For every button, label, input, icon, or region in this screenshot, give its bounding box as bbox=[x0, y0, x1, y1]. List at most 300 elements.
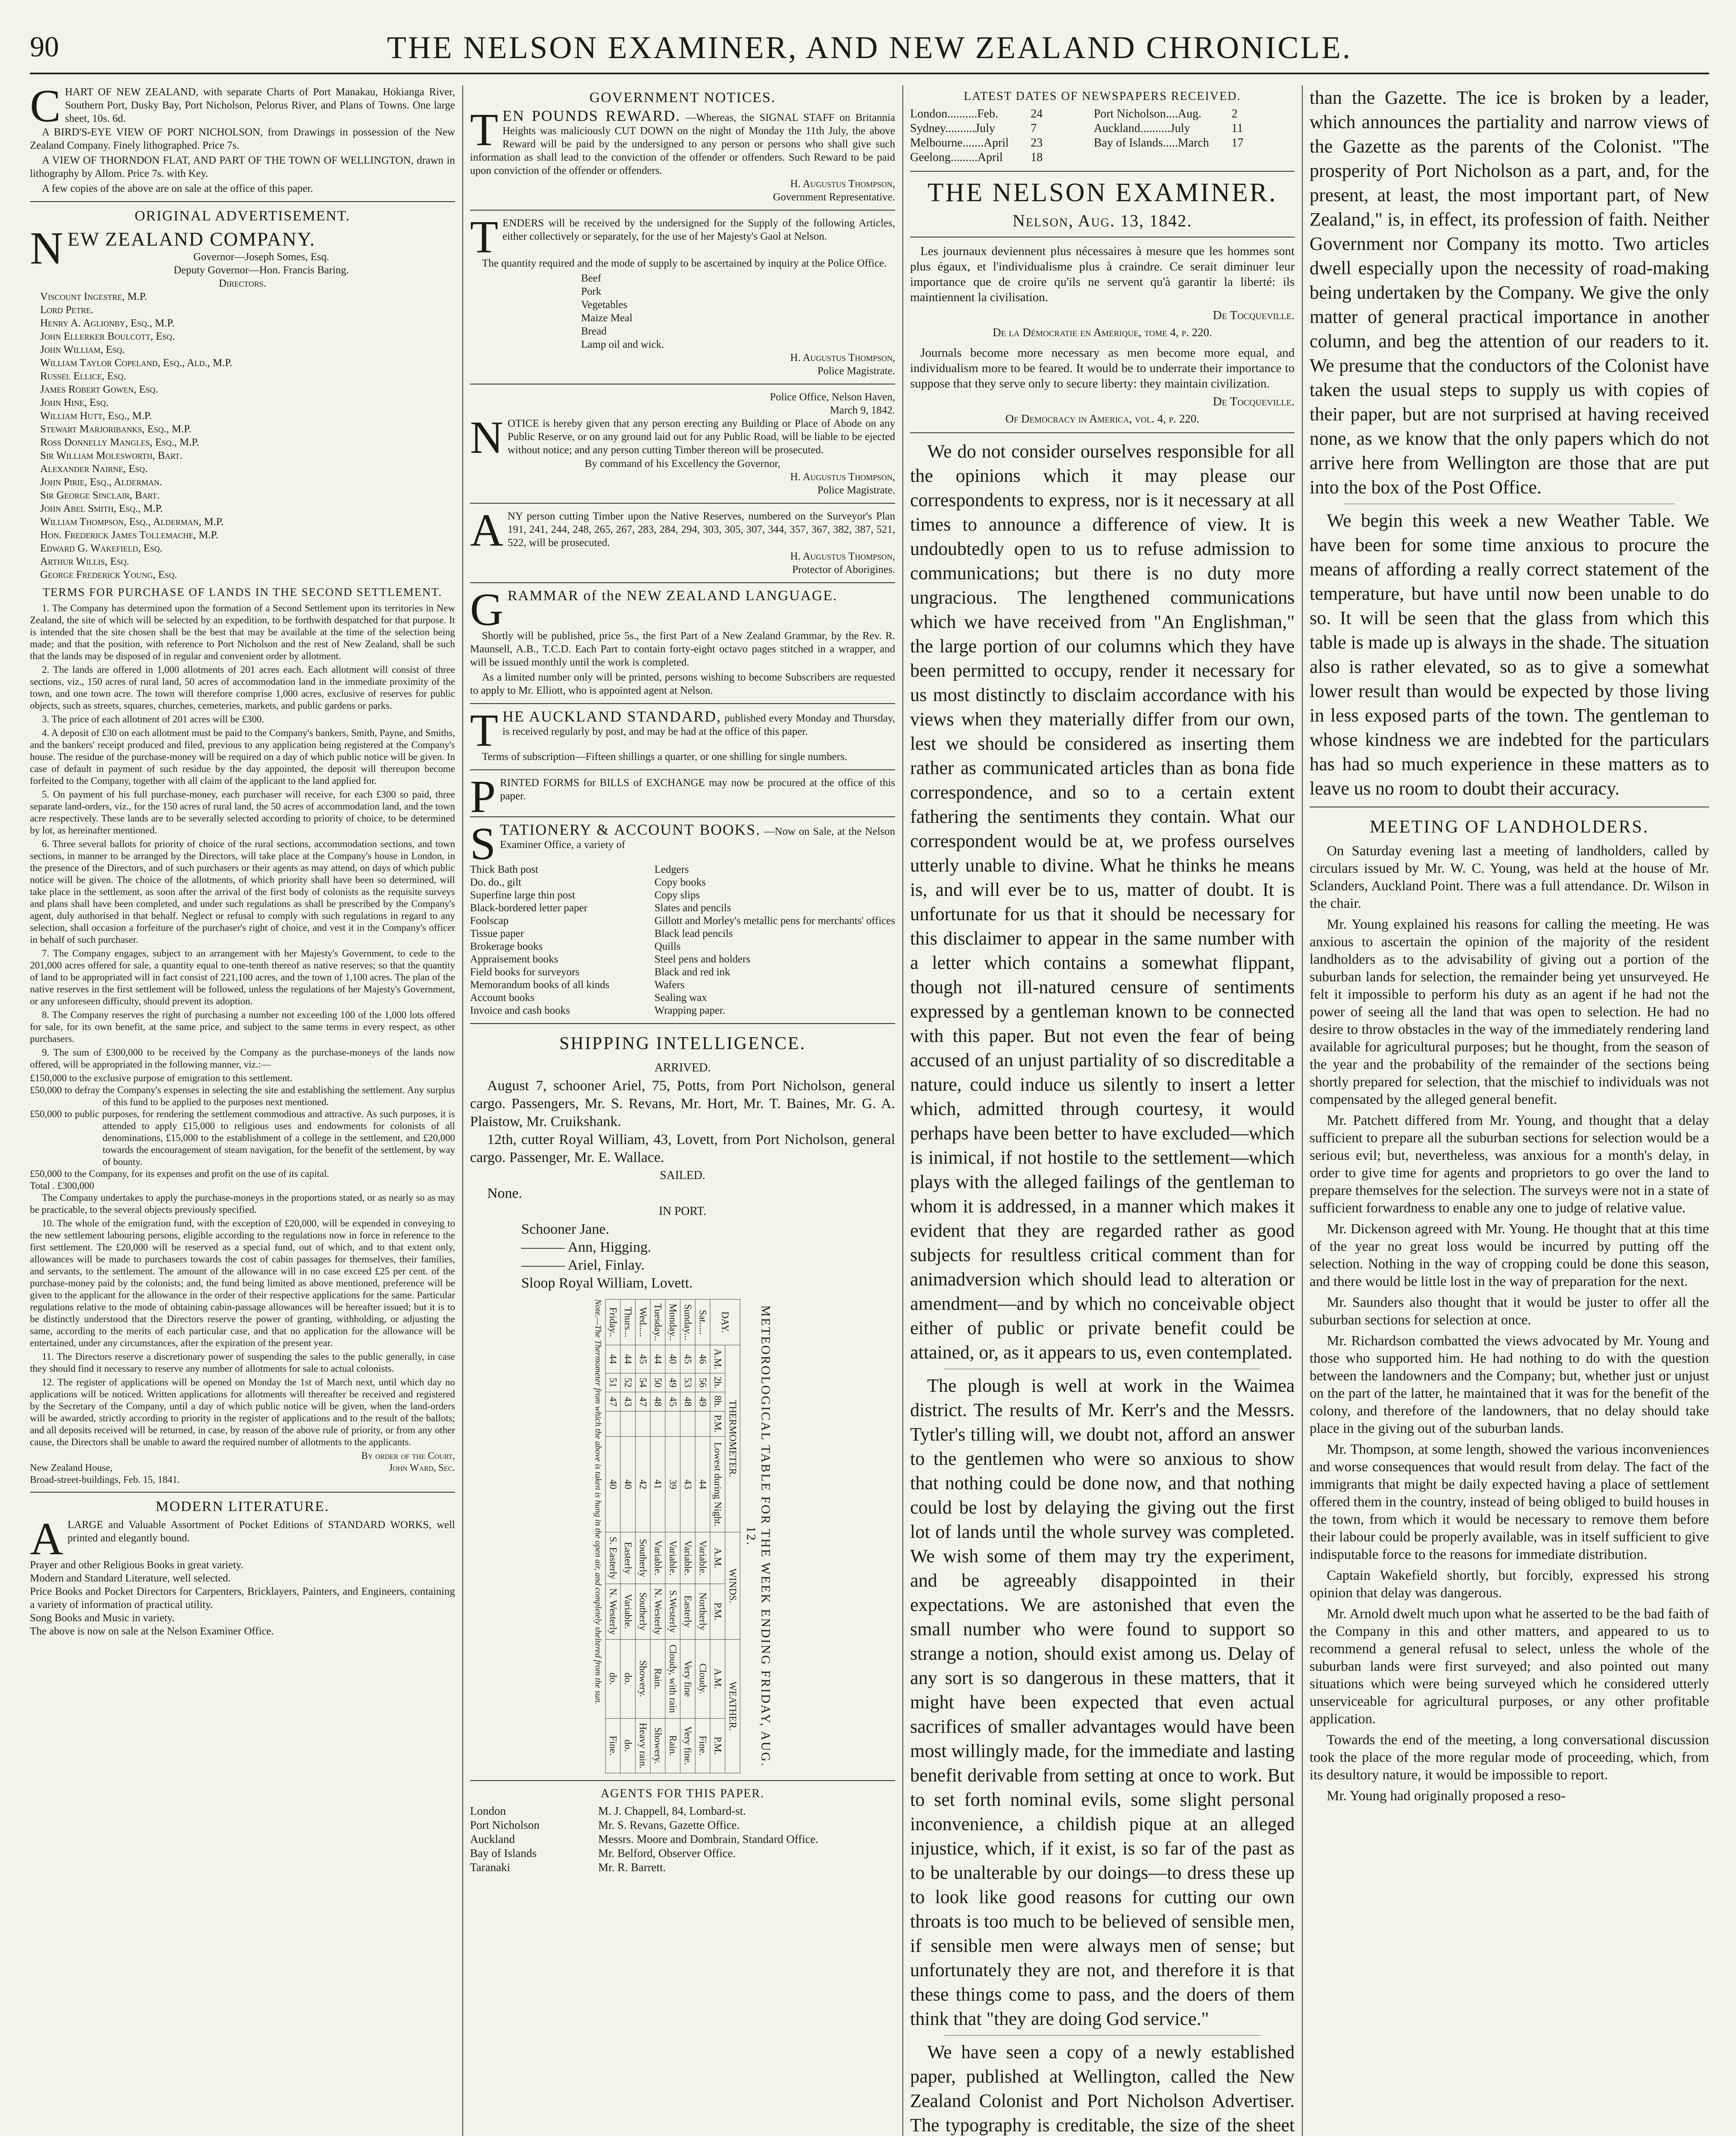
met-cell: Variable. bbox=[620, 1584, 635, 1639]
fund-amount: £50,000 bbox=[30, 1109, 65, 1119]
editorial bbox=[910, 439, 1295, 2136]
reward-text: —Whereas, the SIGNAL STAFF on Britannia Heights was maliciously CUT DOWN on the night of Monday the 11th July, the above Reward will be paid by the undersigned to any person or persons who shall give such information as shall lead to the conviction of the offender or offenders. Such Reward to be paid upon conviction of the offender or offenders. bbox=[470, 112, 896, 176]
modern-lit-line: Modern and Standard Literature, well selected. bbox=[30, 1573, 231, 1584]
director-name: George Frederick Young, Esq. bbox=[40, 569, 177, 581]
stationery-item: Appraisement books bbox=[470, 954, 558, 965]
met-cell: Rain. bbox=[650, 1639, 665, 1718]
terms-paragraph: 8. The Company reserves the right of purchasing a number not exceeding 100 of the 1,000 lots offered for sale, for its own benefit, at the same price, and subject to the same terms in every respect, as other purchasers. bbox=[30, 1009, 455, 1044]
column-rule bbox=[462, 85, 463, 2136]
agent-place: Auckland bbox=[470, 1833, 515, 1846]
government-notices-heading: GOVERNMENT NOTICES. bbox=[589, 90, 776, 106]
fund-item bbox=[30, 1072, 455, 1084]
met-cell: do. bbox=[620, 1718, 635, 1773]
house: New Zealand House, bbox=[30, 1462, 113, 1473]
director-name: Henry A. Aglionby, Esq., M.P. bbox=[40, 317, 175, 329]
director-name: John Hine, Esq. bbox=[40, 397, 109, 408]
director-name: William Thompson, Esq., Alderman, M.P. bbox=[40, 516, 224, 528]
tender-item: Beef bbox=[581, 273, 602, 284]
grammar-text: As a limited number only will be printed, persons wishing to become Subscribers are requested to apply to Mr. Elliott, who is appointed agent at Nelson. bbox=[470, 672, 895, 696]
met-head-thermometer: THERMOMETER. bbox=[725, 1345, 740, 1532]
met-cell: 51 bbox=[605, 1373, 620, 1392]
director-name: Viscount Ingestre, M.P. bbox=[40, 291, 147, 302]
fund-amount: £50,000 bbox=[30, 1085, 65, 1095]
notice-command: By command of his Excellency the Governor, bbox=[585, 458, 781, 469]
date-cell: 18 bbox=[1031, 151, 1043, 164]
meeting-paragraph: Mr. Dickenson agreed with Mr. Young. He thought that at this time of the year no great loss would be incurred by putting off the selection. Nothing in the way of cropping could be done this season, and there would be little lost in the way of preparation for the next. bbox=[1310, 1221, 1709, 1289]
divider bbox=[30, 201, 455, 202]
date-cell: 2 bbox=[1231, 107, 1238, 120]
meeting-paragraph: Mr. Patchett differed from Mr. Young, and thought that a delay sufficient to prepare all the suburban sections for selection would be a serious evil; but, nevertheless, was anxious for a month's delay, in order to give time for agents and proprietors to go over the land to prepare themselves for the selection. The surveys were not in a state of sufficient forwardness to enable any one to judge of relative value. bbox=[1310, 1113, 1709, 1216]
date-cell: London..........Feb. bbox=[910, 107, 999, 120]
meeting-paragraph: On Saturday evening last a meeting of landholders, called by circulars issued by Mr. W. C. Young, was held at the house of Mr. Sclanders, Auckland Point. There was a full attendance. Dr. Wilson in the chair. bbox=[1310, 843, 1709, 911]
stationery-item: Account books bbox=[470, 992, 535, 1003]
timber-title: NY person cutting Timber upon the Native Reserves, numbered on the Surveyor's Plan 191, 241, 244, 248, 265, 267, 283, 284, 294, 303, 305, 307, 344, 357, 367, 382, 387, 521, 522, will be prosecuted. bbox=[508, 511, 895, 549]
arrival: 12th, cutter Royal William, 43, Lovett, from Port Nicholson, general cargo. Passenger, Mr. E. Wallace. bbox=[470, 1132, 895, 1165]
agent-place: Taranaki bbox=[470, 1861, 511, 1874]
divider bbox=[944, 2035, 1260, 2036]
tender-item: Bread bbox=[581, 326, 607, 337]
auckland-text: published every Monday and Thursday, is received regularly by post, and may be had at the office of this paper. bbox=[502, 713, 895, 737]
stationery-item: Sealing wax bbox=[654, 992, 707, 1003]
by-order: By order of the Court, bbox=[361, 1450, 455, 1461]
met-cell: 42 bbox=[635, 1436, 650, 1532]
drop-cap-n: N bbox=[470, 412, 503, 463]
met-cell bbox=[650, 1411, 665, 1436]
met-cell bbox=[605, 1411, 620, 1436]
timber-notice bbox=[470, 505, 895, 576]
epigraph bbox=[910, 244, 1295, 426]
met-cell: Showery. bbox=[650, 1718, 665, 1773]
drop-cap-s: S bbox=[470, 819, 496, 869]
date-cell bbox=[1094, 150, 1231, 165]
quote-english: Journals become more necessary as men become more equal, and individualism more to be feared. It would be to underrate their importance to suppose that they serve only to secure liberty: they maintain civilization. bbox=[910, 346, 1295, 390]
tender-item: Lamp oil and wick. bbox=[581, 339, 664, 350]
quote-source: Of Democracy in America, vol. 4, p. 220. bbox=[1005, 412, 1199, 425]
met-col: P.M. bbox=[710, 1718, 725, 1773]
director-name: Ross Donnelly Mangles, Esq., M.P. bbox=[40, 437, 200, 448]
stationery-item: Quills bbox=[654, 941, 681, 952]
fund-item bbox=[30, 1168, 455, 1180]
stationery-item: Black and red ink bbox=[654, 966, 730, 978]
terms-paragraph: The Company undertakes to apply the purchase-moneys in the proportions stated, or as nearly so as may be practicable, to the several objects previously specified. bbox=[30, 1192, 455, 1215]
drop-cap-t: T bbox=[470, 705, 498, 756]
date-cell: Bay of Islands.....March bbox=[1093, 136, 1209, 150]
director-name: John William, Esq. bbox=[40, 344, 125, 355]
grammar-ad bbox=[470, 584, 895, 697]
met-cell bbox=[665, 1411, 680, 1436]
met-cell: 56 bbox=[695, 1373, 710, 1392]
fund-item bbox=[30, 1108, 455, 1168]
met-cell: Monday.. bbox=[665, 1300, 680, 1345]
stationery-item: Do. do., gilt bbox=[470, 877, 522, 888]
directors-label: Directors. bbox=[219, 278, 266, 289]
stationery-item: Black lead pencils bbox=[654, 928, 733, 939]
divider bbox=[470, 210, 895, 211]
tenders-items bbox=[470, 272, 895, 351]
agent-place: London bbox=[470, 1804, 506, 1817]
director-name: John Pirie, Esq., Alderman. bbox=[40, 476, 162, 488]
terms-paragraph: 7. The Company engages, subject to an arrangement with her Majesty's Government, to cede to the 201,000 acres offered for sale, a quantity equal to one-tenth thereof as native reserves; so that the quantity of land to be appropriated will in fact consist of 221,100 acres, and the town of 1,100 acres. The plan of the native reserves in the first settlement will be followed, unless the regulations of her Majesty's Government, or any unforeseen difficulty, should prevent its adoption. bbox=[30, 948, 455, 1006]
met-cell bbox=[635, 1411, 650, 1436]
stationery-item: Wafers bbox=[654, 979, 684, 991]
met-cell: 54 bbox=[635, 1373, 650, 1392]
signature-line bbox=[30, 1462, 455, 1474]
stationery-item: Tissue paper bbox=[470, 928, 524, 939]
met-cell: Variable. bbox=[650, 1532, 665, 1584]
printed-forms-ad bbox=[470, 772, 895, 822]
date-cell: 23 bbox=[1031, 136, 1043, 150]
editorial-paragraph: We do not consider ourselves responsible for all the opinions which it may please our correspondents to express, nor is it necessary at all times to announce a difference of view. It is undoubtedly open to us to refuse admission to communications; but there is no duty more ungracious. The lengthened communications which we have received from "An Englishman," the large portion of our columns which they have been permitted to occupy, render it necessary for us most distinctly to disclaim accordance with his views when they materially differ from our own, lest we should be considered as inserting them rather as communicated articles than as bona fide correspondence, and so to a certain extent fathering the sentiments they contain. What our correspondent would be at, we profess ourselves utterly unable to divine. What he thinks he means is, and will ever be to us, matter of doubt. It is unfortunate for us that it should be necessary for this disclaimer to appear in the same number with a letter which contains a somewhat flippant, though not ill-natured censure of sentiments expressed by a gentleman known to be connected with this paper. But not even the fear of being accused of an unjust partiality of so discreditable a nature, could induce us silently to insert a letter which, admitted through courtesy, it would perhaps have been better to have excluded—which is inimical, if not hostile to the settlement—which plays with the alleged failings of the gentleman to whom it is addressed, in a manner which makes it evident that they are regarded rather as good subjects for resultless critical comment than for animadversion which should lead to alteration or amendment—and by which no conceivable object either of public or private benefit could be attained, or, as it appears to us, even contemplated. bbox=[910, 441, 1295, 1363]
modern-lit-heading: MODERN LITERATURE. bbox=[156, 1499, 329, 1514]
date-cell: 11 bbox=[1231, 122, 1243, 135]
stationery-item: Ledgers bbox=[654, 864, 689, 875]
tender-item: Pork bbox=[581, 286, 602, 297]
met-cell: Heavy rain. bbox=[635, 1718, 650, 1773]
met-row bbox=[665, 1300, 680, 1773]
divider bbox=[30, 1492, 455, 1493]
meteorological-table bbox=[593, 1299, 773, 1773]
met-cell: Southerly bbox=[635, 1532, 650, 1584]
met-col: P.M. bbox=[710, 1584, 725, 1639]
modern-lit-line: Song Books and Music in variety. bbox=[30, 1612, 175, 1624]
met-cell: Sunday... bbox=[680, 1300, 695, 1345]
reward-title: EN POUNDS REWARD. bbox=[502, 107, 681, 124]
police-date: March 9, 1842. bbox=[830, 405, 895, 416]
deputy-governor: Deputy Governor—Hon. Francis Baring. bbox=[173, 264, 349, 276]
met-cell: 44 bbox=[620, 1345, 635, 1373]
reward-notice bbox=[470, 105, 896, 204]
met-cell: 45 bbox=[665, 1392, 680, 1411]
met-row bbox=[620, 1300, 635, 1773]
met-cell: 46 bbox=[695, 1345, 710, 1373]
secretary: John Ward, Sec. bbox=[389, 1462, 455, 1473]
column-rule bbox=[1302, 85, 1303, 2136]
date-cell: 17 bbox=[1231, 136, 1244, 150]
stationery-item: Brokerage books bbox=[470, 941, 543, 952]
met-cell: 44 bbox=[650, 1345, 665, 1373]
shipping-heading: SHIPPING INTELLIGENCE. bbox=[559, 1034, 806, 1053]
tenders-text: The quantity required and the mode of supply to be ascertained by inquiry at the Police Office. bbox=[482, 258, 887, 269]
met-col: A.M. bbox=[710, 1639, 725, 1718]
terms-paragraph: 2. The lands are offered in 1,000 allotments of 201 acres each. Each allotment will consist of three sections, viz., 150 acres of rural land, 50 acres of accommodation land in the immediate proximity of the town, and one town acre. The town will therefore comprise 1,000 acres, exclusive of reserves for public objects, such as streets, squares, churches, cemeteries, markets, and public gardens or parks. bbox=[30, 664, 455, 711]
chart-advertisement bbox=[30, 81, 455, 195]
director-name: Stewart Marjoribanks, Esq., M.P. bbox=[40, 423, 191, 435]
modern-lit-line: The above is now on sale at the Nelson Examiner Office. bbox=[30, 1625, 274, 1637]
met-cell: Friday.. bbox=[605, 1300, 620, 1345]
met-cell: 48 bbox=[680, 1392, 695, 1411]
terms-list bbox=[30, 602, 455, 1071]
stationery-text: —Now on Sale, at the Nelson Examiner Office, a variety of bbox=[500, 826, 896, 851]
meeting-paragraph: Mr. Arnold dwelt much upon what he asserted to be the bad faith of the Company in this and other matters, and appeared to us to recommend a general refusal to select, unless the whole of the suburban lands were first surveyed; and also pointed out many situations which were being surveyed which he considered utterly unserviceable for agricultural purposes, or any other profitable application. bbox=[1310, 1606, 1709, 1727]
met-col: P.M. bbox=[710, 1411, 725, 1436]
met-cell: Easterly bbox=[620, 1532, 635, 1584]
drop-cap-n: N bbox=[30, 223, 63, 274]
date-cell: Sydney..........July bbox=[910, 122, 995, 135]
meeting-paragraph: Towards the end of the meeting, a long conversational discussion took the place of the more regular mode of proceeding, which, from its desultory nature, it would be impossible to report. bbox=[1310, 1732, 1709, 1783]
met-row bbox=[635, 1300, 650, 1773]
page-number: 90 bbox=[30, 30, 59, 63]
terms-heading: TERMS FOR PURCHASE OF LANDS IN THE SECOND SETTLEMENT. bbox=[42, 586, 443, 599]
meeting-report bbox=[1310, 842, 1709, 1805]
in-port-label: IN PORT. bbox=[658, 1205, 707, 1218]
fund-item bbox=[30, 1084, 455, 1108]
director-name: Russel Ellice, Esq. bbox=[40, 370, 126, 382]
printed-forms-title: RINTED FORMS for BILLS of EXCHANGE may now be procured at the office of this paper. bbox=[500, 777, 895, 802]
divider bbox=[910, 237, 1295, 238]
auckland-text: Terms of subscription—Fifteen shillings a quarter, or one shilling for single numbers. bbox=[482, 751, 847, 763]
auckland-title: HE AUCKLAND STANDARD, bbox=[502, 708, 722, 725]
editorial-paragraph: We have seen a copy of a newly established paper, published at Wellington, called the New Zealand Colonist and Port Nicholson Advertiser. The typography is creditable, the size of the sheet bbox=[910, 2042, 1295, 2136]
quote-source: De la Démocratie en Amerique, tome 4, p. 220. bbox=[993, 326, 1212, 339]
chart-ad-text: HART OF NEW ZEALAND, with separate Charts of Port Manakau, Hokianga River, Southern Port, Dusky Bay, Port Nicholson, Pelorus River, and Plans of Towns. One large sheet, 10s. 6d. bbox=[65, 86, 455, 124]
notice-title: OTICE is hereby given that any person erecting any Building or Place of Abode on any Public Reserve, or on any ground laid out for any Public Road, will be liable to be ejected without notice; and any person cutting Timber thereon will be prosecuted. bbox=[508, 418, 895, 456]
met-cell: 49 bbox=[665, 1373, 680, 1392]
tender-item: Maize Meal bbox=[581, 312, 633, 324]
date-cell: Auckland..........July bbox=[1093, 122, 1190, 135]
date-line: Broad-street-buildings, Feb. 15, 1841. bbox=[30, 1474, 180, 1485]
drop-cap-t: T bbox=[470, 105, 498, 156]
chart-ad-text: A few copies of the above are on sale at the office of this paper. bbox=[42, 183, 313, 194]
divider bbox=[470, 1780, 895, 1781]
met-head-winds: WINDS. bbox=[725, 1532, 740, 1639]
signature: H. Augustus Thompson, bbox=[790, 352, 895, 364]
met-cell: Variable. bbox=[695, 1532, 710, 1584]
latest-dates-heading: LATEST DATES OF NEWSPAPERS RECEIVED. bbox=[963, 90, 1241, 103]
governor: Governor—Joseph Somes, Esq. bbox=[193, 251, 329, 263]
modern-lit-ad bbox=[30, 1514, 455, 1564]
newspaper-title: THE NELSON EXAMINER, AND NEW ZEALAND CHRONICLE. bbox=[387, 30, 1352, 65]
met-cell: 53 bbox=[680, 1373, 695, 1392]
divider bbox=[910, 432, 1295, 433]
stationery-left bbox=[470, 863, 649, 1017]
fund-text: to the Company, for its expenses and profit on the use of its capital. bbox=[64, 1168, 329, 1179]
met-cell: Variable. bbox=[665, 1532, 680, 1584]
drop-cap-t: T bbox=[470, 212, 498, 263]
director-name: William Hutt, Esq., M.P. bbox=[40, 410, 152, 422]
tender-item: Vegetables bbox=[581, 299, 628, 311]
signature-title: Government Representative. bbox=[773, 191, 895, 203]
met-title: METEOROLOGICAL TABLE FOR THE WEEK ENDING FRIDAY, AUG. 12. bbox=[744, 1305, 773, 1767]
divider bbox=[470, 503, 895, 504]
met-cell: Cloudy, with rain bbox=[665, 1639, 680, 1718]
met-cell: Sat..... bbox=[695, 1300, 710, 1345]
agent-place: Bay of Islands bbox=[470, 1847, 537, 1860]
met-cell: 49 bbox=[695, 1392, 710, 1411]
signature: H. Augustus Thompson, bbox=[790, 471, 895, 483]
stationery-item: Copy slips bbox=[654, 889, 700, 901]
stationery-item: Memorandum books of all kinds bbox=[470, 979, 610, 991]
stationery-ad bbox=[470, 819, 896, 869]
stationery-item: Invoice and cash books bbox=[470, 1005, 570, 1016]
grammar-text: Shortly will be published, price 5s., the first Part of a New Zealand Grammar, by the Rev. R. Maunsell, A.B., T.C.D. Each Part to contain forty-eight octavo pages stitched in a wrapper, and will be issued monthly until the work is completed. bbox=[470, 630, 895, 668]
column-3 bbox=[910, 85, 1295, 2136]
fund-text: to defray the Company's expenses in selecting the site and establishing the settlement. Any surplus of this fund to be applied to the purposes next mentioned. bbox=[65, 1085, 455, 1107]
grammar-title: RAMMAR of the NEW ZEALAND LANGUAGE. bbox=[508, 588, 837, 604]
met-note: Note.—The Thermometer from which the above is taken is hung in the open air, and completely sheltered from the sun. bbox=[593, 1299, 602, 1705]
drop-cap-g: G bbox=[470, 584, 503, 635]
met-cell: 40 bbox=[605, 1436, 620, 1532]
met-cell: Very fine bbox=[680, 1639, 695, 1718]
meeting-paragraph: Mr. Thompson, at some length, showed the various inconveniences and worse consequences that would result from delay. The fact of the immigrants that might be daily expected having a place of settlement offered them in the country, instead of being obliged to build houses in the town, from which it would be necessary to remove them before their labour could be properly available, was in itself sufficient to give indisputable force to the reasons for immediate distribution. bbox=[1310, 1442, 1709, 1562]
drop-cap-p: P bbox=[470, 772, 496, 822]
met-cell: Wed..... bbox=[635, 1300, 650, 1345]
divider bbox=[470, 769, 895, 770]
terms-paragraph: 4. A deposit of £30 on each allotment must be paid to the Company's bankers, Smith, Payne, and Smiths, and the bankers' receipt produced and filed, previous to any application being registered at the Company's house. The residue of the purchase-money will be required on a day of which public notice will be given. In case of default in payment of such residue by the day appointed, the deposit will thereupon become forfeited to the Company, together with all claim of the applicant to the land applied for. bbox=[30, 728, 455, 786]
divider bbox=[470, 703, 895, 704]
met-cell: 47 bbox=[605, 1392, 620, 1411]
met-cell: 44 bbox=[605, 1345, 620, 1373]
stationery-title: TATIONERY & ACCOUNT BOOKS. bbox=[500, 821, 761, 838]
met-cell: 43 bbox=[620, 1392, 635, 1411]
met-cell: 45 bbox=[680, 1345, 695, 1373]
stationery-item: Black-bordered letter paper bbox=[470, 902, 587, 914]
terms-paragraph: 9. The sum of £300,000 to be received by the Company as the purchase-moneys of the lands now offered, will be appropriated in the following manner, viz.:— bbox=[30, 1047, 455, 1070]
arrived-label: ARRIVED. bbox=[654, 1061, 711, 1074]
date-cell: Port Nicholson....Aug. bbox=[1093, 107, 1201, 120]
met-cell: 44 bbox=[695, 1436, 710, 1532]
stationery-item: Slates and pencils bbox=[654, 902, 731, 914]
met-col-day: DAY. bbox=[710, 1300, 740, 1345]
met-cell: S.Westerly bbox=[665, 1584, 680, 1639]
divider bbox=[910, 171, 1295, 172]
terms-paragraph: 10. The whole of the emigration fund, with the exception of £20,000, will be expended in conveying to the new settlement labouring persons, eligible according to the regulations now in force in reference to the first settlement. The £20,000 will be reserved as a special fund, out of which, and to that extent only, allowances will be made to purchasers towards the cost of cabin passages for themselves, their families, and servants, to the settlement. The amount of the allowance will in no case exceed £25 per cent. of the purchase-money paid by the colonists; and, the fund being limited as above mentioned, preference will be given to the applicant for the allowance in the order of their respective applications for the same. Particular regulations relative to the mode of obtaining cabin-passage allowances will be hereafter issued; but it is to be distinctly understood that the Directors reserve the power of granting, withholding, or adjusting the same, according to the merits of each particular case, and that no application for the allowance will be entertained, under any circumstances, after the expiration of the present year. bbox=[30, 1218, 455, 1348]
met-cell: N. Westerly bbox=[605, 1584, 620, 1639]
drop-cap-c: C bbox=[30, 81, 61, 132]
meeting-heading: MEETING OF LANDHOLDERS. bbox=[1369, 817, 1649, 837]
agent-place: Port Nicholson bbox=[470, 1819, 540, 1831]
director-name: Sir George Sinclair, Bart. bbox=[40, 490, 160, 501]
directors-list bbox=[30, 290, 455, 581]
in-port-vessel: ——— Ariel, Finlay. bbox=[521, 1257, 645, 1273]
stationery-item: Gillott and Morley's metallic pens for merchants' offices bbox=[654, 915, 895, 927]
company-title-text: EW ZEALAND COMPANY. bbox=[68, 228, 316, 250]
director-name: James Robert Gowen, Esq. bbox=[40, 384, 158, 395]
agent-name: M. J. Chappell, 84, Lombard-st. bbox=[598, 1804, 746, 1817]
director-name: John Abel Smith, Esq., M.P. bbox=[40, 503, 163, 514]
met-cell: 52 bbox=[620, 1373, 635, 1392]
met-col: 8h. bbox=[710, 1392, 725, 1411]
sailed-label: SAILED. bbox=[660, 1169, 705, 1182]
met-cell: 48 bbox=[650, 1392, 665, 1411]
editorial-paragraph: We begin this week a new Weather Table. We have been for some time anxious to procure the means of affording a really correct statement of the temperature, but have until now been unable to do so. It will be seen that the glass from which this table is made up is always in the shade. The situation also is rather elevated, so as to give a somewhat lower result than would be expected by those living in less exposed parts of the town. The gentleman to whose kindness we are indebted for the particulars has had so much experience in these matters as to leave us no room to doubt their accuracy. bbox=[1310, 510, 1709, 799]
modern-lit-line: Prayer and other Religious Books in great variety. bbox=[30, 1559, 244, 1571]
sailed-none: None. bbox=[487, 1185, 523, 1201]
met-col: Lowest during Night. bbox=[710, 1436, 725, 1532]
terms-paragraph: 3. The price of each allotment of 201 acres will be £300. bbox=[42, 714, 264, 725]
met-grid bbox=[605, 1299, 740, 1773]
met-cell: 41 bbox=[650, 1436, 665, 1532]
agents-heading: AGENTS FOR THIS PAPER. bbox=[600, 1787, 765, 1800]
date-cell: Geelong.........April bbox=[910, 151, 1003, 164]
met-body bbox=[605, 1300, 710, 1773]
stationery-item: Thick Bath post bbox=[470, 864, 538, 875]
column-rule bbox=[902, 85, 903, 2136]
met-row bbox=[650, 1300, 665, 1773]
met-cell: Easterly bbox=[680, 1584, 695, 1639]
fund-text: to the exclusive purpose of emigration to this settlement. bbox=[69, 1073, 292, 1083]
met-cell bbox=[620, 1411, 635, 1436]
masthead bbox=[30, 26, 1709, 74]
meeting-paragraph: Mr. Saunders also thought that it would be juster to offer all the suburban sections for selection at once. bbox=[1310, 1295, 1709, 1328]
met-col: A.M. bbox=[710, 1345, 725, 1373]
meeting-paragraph: Mr. Young explained his reasons for calling the meeting. He was anxious to ascertain the opinion of the majority of the resident landholders as to the advisability of giving out a portion of the suburban lands for selection, the remainder being yet unsurveyed. He felt it impossible to perform his duty as an agent if he had not the power of seeing all the land that was open to selection. He had no desire to throw obstacles in the way of the immediately rendering land available for agricultural purposes; but he thought, from the season of the year and the probability of the remainder of the sections being shortly prepared for selection, that the mischief to individuals was not compensated by the alleged general benefit. bbox=[1310, 917, 1709, 1107]
police-office: Police Office, Nelson Haven, bbox=[770, 391, 895, 403]
terms-after-list bbox=[30, 1192, 455, 1448]
met-cell: 47 bbox=[635, 1392, 650, 1411]
in-port-vessel: ——— Ann, Higging. bbox=[521, 1239, 652, 1255]
terms-paragraph: 12. The register of applications will be opened on Monday the 1st of March next, until which day no applications will be noticed. Written applications for allotments will thereafter be received and registered by the Secretary of the Company, until a day of which public notice will be given, when the land-orders will be awarded, strictly according to priority in the register of applications and to the result of the ballots; and all deposits received will be returned, in case, by reason of the above rule of priority, or from any other cause, the Directors shall be unable to award the required number of allotments to the applicants. bbox=[30, 1377, 455, 1447]
met-cell: 40 bbox=[665, 1345, 680, 1373]
total-line: Total . £300,000 bbox=[30, 1180, 94, 1191]
divider bbox=[470, 816, 895, 817]
met-cell: Fine. bbox=[605, 1718, 620, 1773]
met-cell: Fine. bbox=[695, 1718, 710, 1773]
chart-ad-text: A BIRD'S-EYE VIEW OF PORT NICHOLSON, from Drawings in possession of the New Zealand Company. Finely lithographed. Price 7s. bbox=[30, 126, 455, 151]
met-cell bbox=[680, 1411, 695, 1436]
in-port-vessel: Sloop Royal William, Lovett. bbox=[521, 1275, 693, 1291]
drop-cap-a: A bbox=[30, 1514, 63, 1564]
divider bbox=[470, 1023, 895, 1024]
met-cell: do. bbox=[605, 1639, 620, 1718]
director-name: Alexander Nairne, Esq. bbox=[40, 463, 148, 475]
auckland-standard-ad bbox=[470, 705, 895, 763]
editorial-continued bbox=[1310, 85, 1709, 801]
latest-dates-table bbox=[910, 107, 1295, 165]
meteorological-table-wrapper bbox=[470, 1299, 895, 1773]
chart-ad-text: A VIEW OF THORNDON FLAT, AND PART OF THE TOWN OF WELLINGTON, drawn in lithography by Allom. Price 7s. with Key. bbox=[30, 155, 455, 179]
stationery-item: Field books for surveyors bbox=[470, 966, 580, 978]
stationery-item: Superfine large thin post bbox=[470, 889, 576, 901]
signature-title: Police Magistrate. bbox=[817, 484, 895, 496]
in-port-list bbox=[470, 1221, 895, 1292]
met-cell: 45 bbox=[635, 1345, 650, 1373]
met-cell: 40 bbox=[620, 1436, 635, 1532]
director-name: Hon. Frederick James Tollemache, M.P. bbox=[40, 529, 218, 541]
director-name: John Ellerker Boulcott, Esq. bbox=[40, 331, 175, 342]
terms-paragraph: 6. Three several ballots for priority of choice of the rural sections, accommodation sections, and town sections, in manner to be arranged by the Directors, will take place at the Company's house in London, in the presence of the Directors, and of such purchasers or their agents as may attend, on days of which public notice will be given. The choice of the allotments, of which priority shall have been so determined, will take place in the settlement, as soon after the arrival of the first body of colonists as the requisite surveys and plans shall have been completed, and under such regulations as shall be prescribed by the Company's agent, duly authorised in that behalf. Neglect or refusal to comply with such regulations in regard to any selection, shall occasion a forfeiture of the purchaser's right of choice, and vest it in the Company's officer in behalf of such purchaser. bbox=[30, 839, 455, 945]
met-col: A.M. bbox=[710, 1532, 725, 1584]
agent-name: Mr. S. Revans, Gazette Office. bbox=[598, 1819, 740, 1831]
met-cell: 50 bbox=[650, 1373, 665, 1392]
director-name: Lord Petre. bbox=[40, 304, 94, 316]
date-cell: 7 bbox=[1031, 122, 1037, 135]
meeting-paragraph: Captain Wakefield shortly, but forcibly, expressed his strong opinion that delay was dangerous. bbox=[1310, 1568, 1709, 1601]
date-cell: 24 bbox=[1031, 107, 1043, 120]
met-head-weather: WEATHER. bbox=[725, 1639, 740, 1773]
public-reserve-notice bbox=[470, 390, 895, 497]
director-name: Edward G. Wakefield, Esq. bbox=[40, 543, 163, 554]
met-cell bbox=[695, 1411, 710, 1436]
date-cell bbox=[1231, 150, 1295, 165]
stationery-item: Copy books bbox=[654, 877, 706, 888]
terms-paragraph: 11. The Directors reserve a discretionary power of suspending the sales to the public generally, in case they should find it necessary to reserve any number of allotments for sale to actual colonists. bbox=[30, 1351, 455, 1374]
met-cell: Cloudy. bbox=[695, 1639, 710, 1718]
met-cell: 39 bbox=[665, 1436, 680, 1532]
terms-paragraph: 5. On payment of his full purchase-money, each purchaser will receive, for each £300 so paid, three separate land-orders, viz., for the 150 acres of rural land, the 50 acres of accommodation land, and the town acre respectively. These lands are to be severally selected according to priority of choice, to be determined by lot, as hereinafter mentioned. bbox=[30, 789, 455, 836]
divider bbox=[470, 582, 895, 583]
met-cell: Variable. bbox=[680, 1532, 695, 1584]
stationery-list bbox=[470, 863, 895, 1017]
signature-title: Protector of Aborigines. bbox=[792, 564, 895, 575]
editorial-paragraph: than the Gazette. The ice is broken by a leader, which announces the partiality and narrow views of the Gazette as the parents of the Colonist. "The prosperity of Port Nicholson as a part, and, for the present, at least, the most important part, of New Zealand," is, in effect, its profession of faith. Neither Government nor Company its motto. Two articles dwell especially upon the necessity of road-making being undertaken by the Company. We give the only matter of general practical importance in another column, and beg the attention of our readers to it. We presume that the conductors of the Colonist have taken the usual steps to supply us with copies of their paper, but are not surprised at having received none, as we know that the only papers which do not arrive here from Wellington are those that are put into the box of the Post Office. bbox=[1310, 87, 1709, 498]
met-row bbox=[695, 1300, 710, 1773]
director-name: Sir William Molesworth, Bart. bbox=[40, 450, 183, 461]
quote-attribution: De Tocqueville. bbox=[1213, 395, 1295, 408]
signature: H. Augustus Thompson, bbox=[790, 178, 895, 190]
examiner-date: Nelson, Aug. 13, 1842. bbox=[1012, 211, 1193, 230]
stationery-right bbox=[655, 863, 895, 1017]
agent-name: Mr. R. Barrett. bbox=[598, 1861, 666, 1874]
